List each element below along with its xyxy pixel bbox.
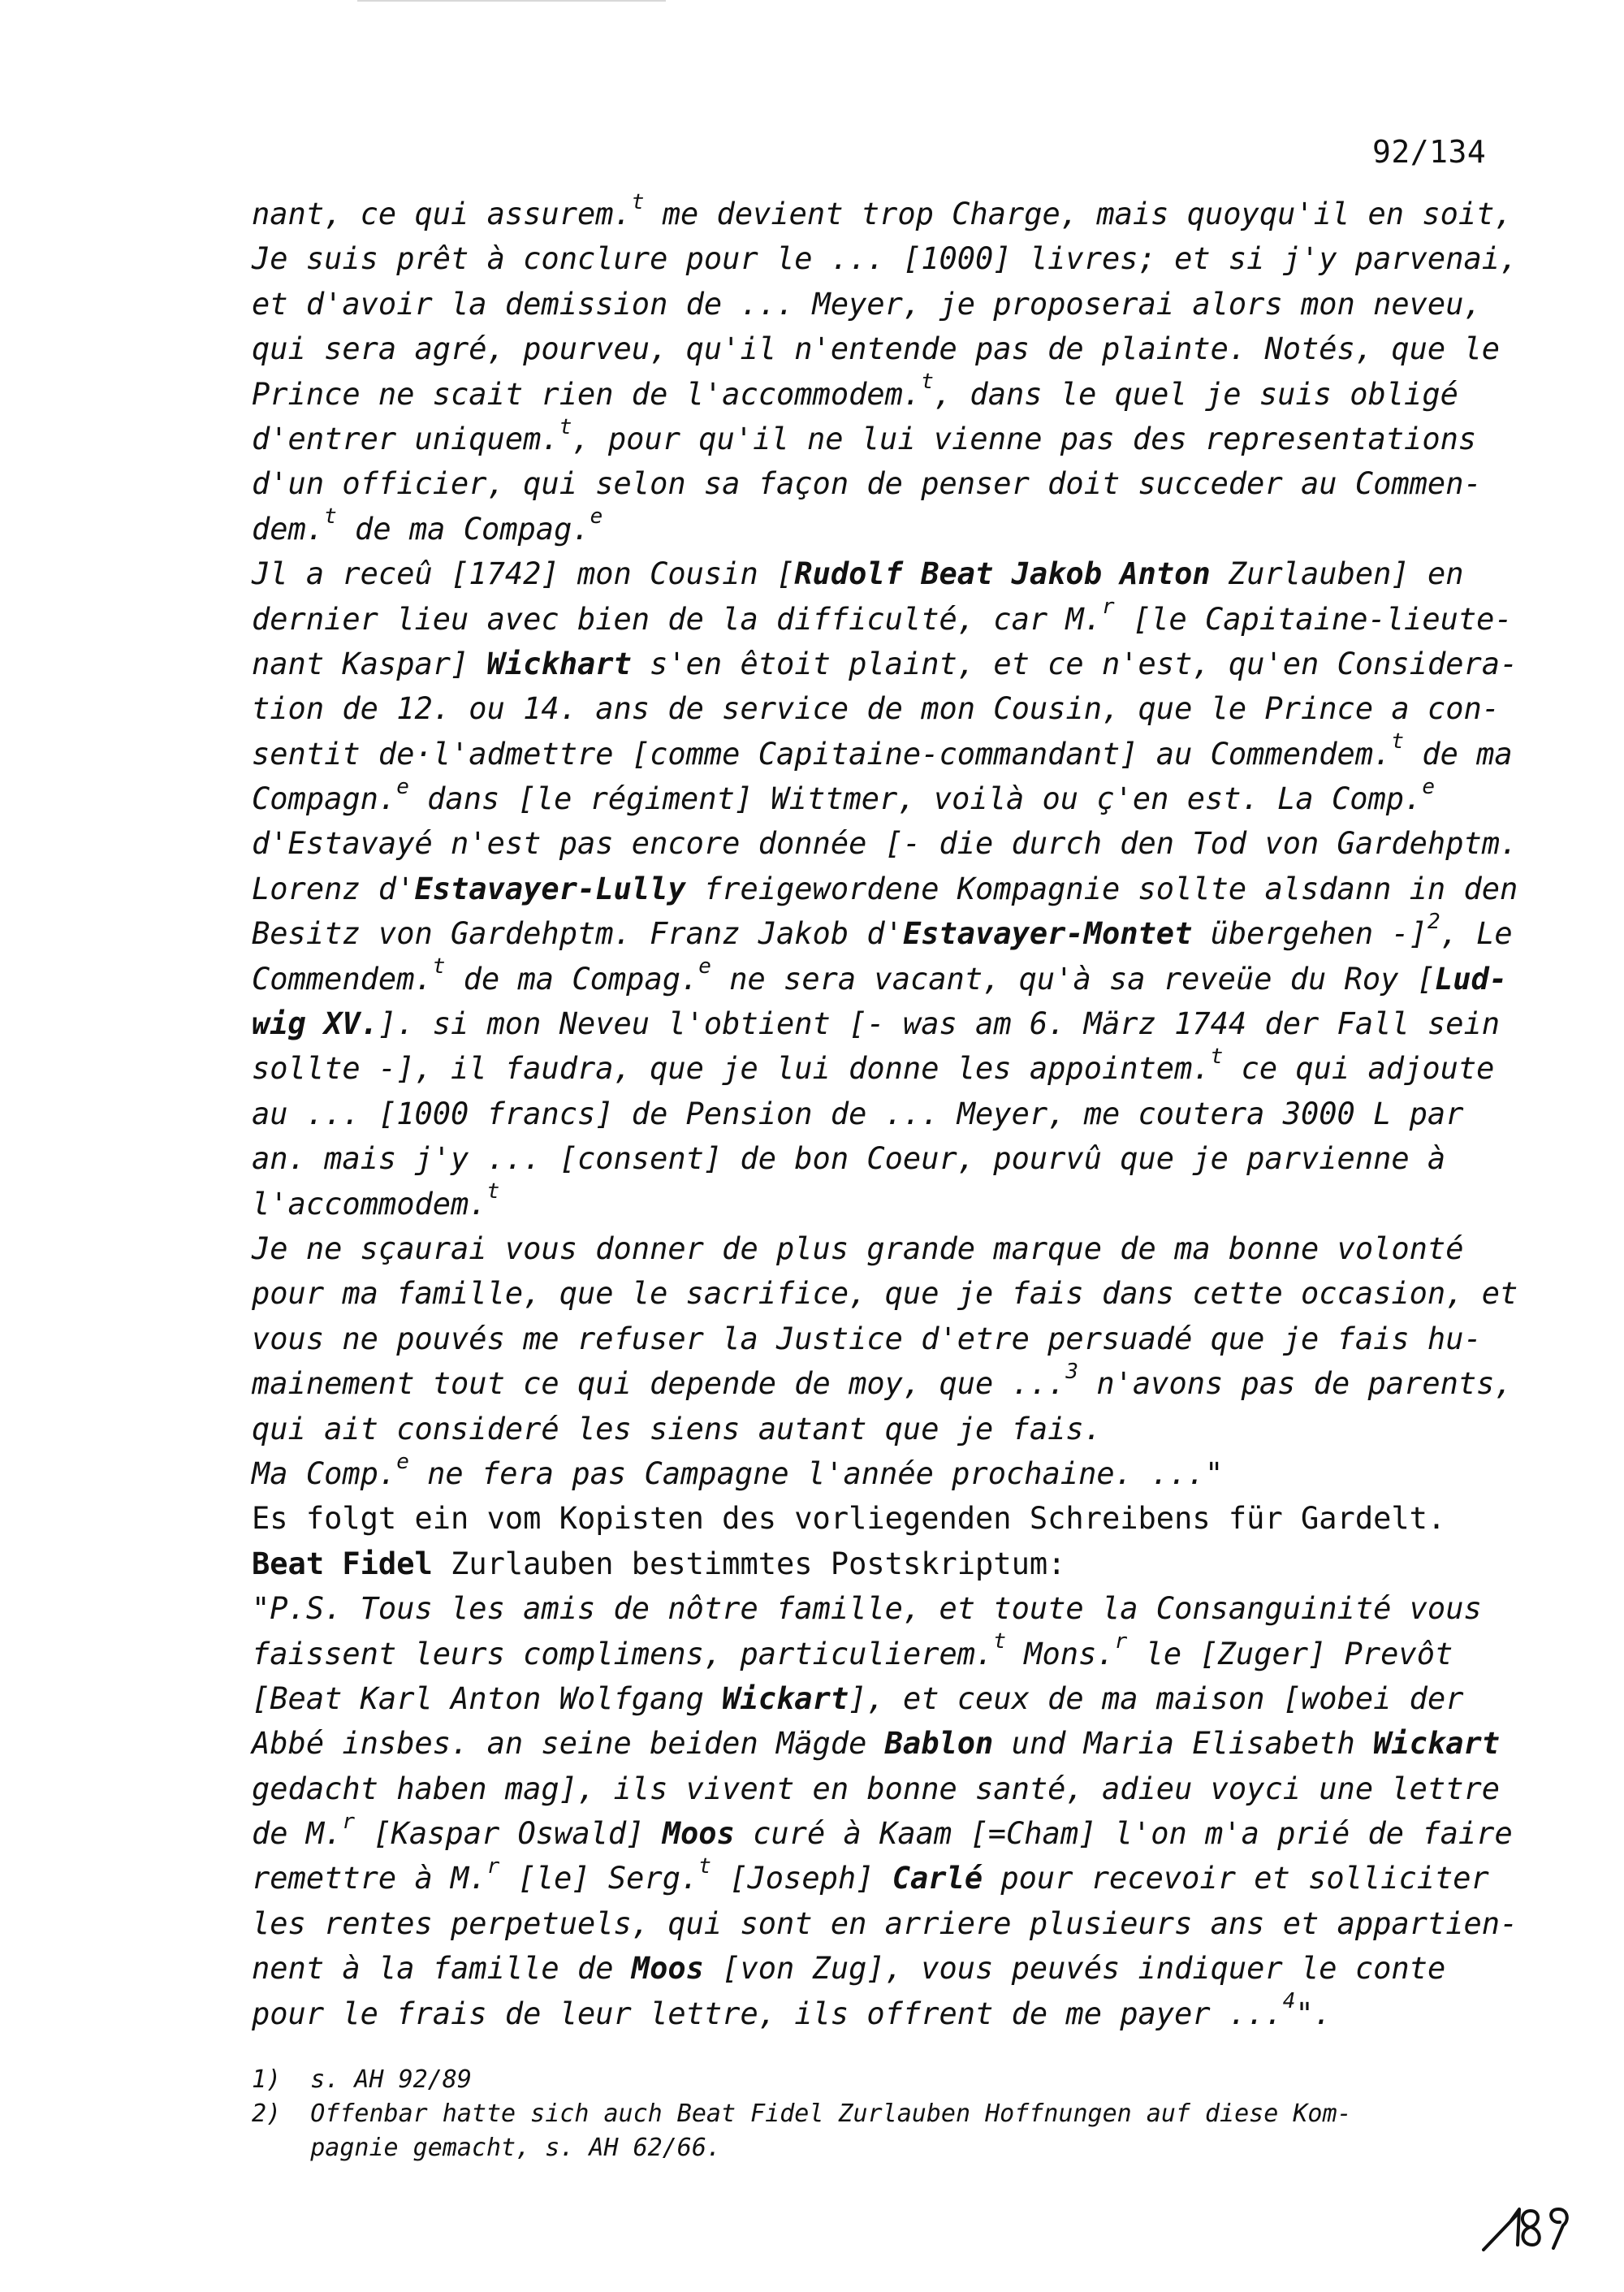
text-line <box>252 327 1518 371</box>
superscript: t <box>993 1629 1006 1654</box>
folio-number-handwritten <box>1482 2203 1579 2251</box>
text-line <box>252 189 1518 236</box>
text-segment: [le Capitaine-lieute- <box>1114 601 1513 637</box>
superscript: r <box>342 1809 356 1834</box>
text-segment: Je ne sçaurai vous donner de plus grande marque de ma bonne volonté <box>252 1230 1464 1266</box>
text-segment: Je suis prêt à conclure pour le ... [1000] livres; et si j'y parvenai, <box>252 241 1518 277</box>
text-segment: au ... [1000 francs] de Pension de ... Meyer, me coutera 3000 L par <box>252 1096 1464 1131</box>
superscript: r <box>486 1854 500 1879</box>
text-line <box>252 504 1518 551</box>
superscript: 2 <box>1427 909 1440 934</box>
text-segment: Commendem. <box>252 961 433 997</box>
superscript: t <box>921 370 934 395</box>
text-segment: gedacht haben mag], ils vivent en bonne santé, adieu voyci une lettre <box>252 1771 1501 1806</box>
text-segment: d'entrer uniquem. <box>252 421 559 456</box>
superscript: e <box>590 504 603 530</box>
footnotes <box>252 2063 1518 2165</box>
text-segment: nent à la famille de <box>252 1951 632 1987</box>
text-segment: pour recevoir et solliciter <box>983 1861 1489 1896</box>
text-segment: [von Zug], vous peuvés indiquer le conte <box>703 1951 1446 1987</box>
text-line <box>252 1317 1518 1361</box>
bold-name: Lud- <box>1435 961 1508 997</box>
text-segment: sentit de·l'admettre [comme Capitaine-commandant] au Commendem. <box>252 736 1392 772</box>
text-line <box>252 1856 1518 1901</box>
text-segment: pour le frais de leur lettre, ils offrent de me payer ... <box>252 1996 1283 2031</box>
text-segment: Besitz von Gardehptm. Franz Jakob d' <box>252 916 903 952</box>
footnote: pagnie gemacht, s. AH 62/66. <box>252 2134 721 2162</box>
text-segment: Ma Comp. <box>252 1455 397 1491</box>
text-line <box>252 1901 1518 1946</box>
footnote: 1) s. AH 92/89 <box>252 2065 472 2094</box>
text-segment: de M. <box>252 1816 343 1852</box>
text-line <box>252 954 1518 1001</box>
text-line <box>252 729 1518 776</box>
text-segment: pour ma famille, que le sacrifice, que je fais dans cette occasion, et <box>252 1276 1518 1312</box>
superscript: t <box>324 504 337 530</box>
text-line <box>252 821 1518 866</box>
text-line <box>252 1629 1518 1676</box>
text-segment: [Kaspar Oswald] <box>355 1816 663 1852</box>
text-segment: ], et ceux de ma maison [wobei der <box>849 1680 1464 1716</box>
text-segment: d'Estavayé n'est pas encore donnée [- die durch den Tod von Gardehptm. <box>252 826 1518 862</box>
text-line <box>252 597 1518 642</box>
superscript: 3 <box>1065 1359 1079 1384</box>
bold-name: wig XV. <box>252 1006 378 1042</box>
superscript: t <box>1210 1044 1224 1070</box>
text-segment: an. mais j'y ... [consent] de bon Coeur, pourvû que je parvienne à <box>252 1141 1446 1177</box>
scan-edge-line <box>357 0 666 2</box>
text-line <box>252 1407 1518 1451</box>
text-line <box>252 1092 1518 1136</box>
text-line <box>252 686 1518 731</box>
text-segment: Mons. <box>1005 1636 1115 1671</box>
text-segment: s'en êtoit plaint, et ce n'est, qu'en Considera- <box>631 646 1518 681</box>
text-line <box>252 551 1518 596</box>
text-segment: Abbé insbes. an seine beiden Mägde <box>252 1726 885 1762</box>
superscript: e <box>1422 774 1435 799</box>
text-line <box>252 1271 1518 1316</box>
superscript: t <box>432 954 446 980</box>
text-line <box>252 1451 1518 1496</box>
text-segment: tion de 12. ou 14. ans de service de mon Cousin, que le Prince a con- <box>252 691 1501 727</box>
text-segment: ne sera vacant, qu'à sa reveüe du Roy [ <box>710 961 1435 997</box>
bold-name: Beat Fidel <box>252 1546 433 1581</box>
text-line <box>252 1136 1518 1181</box>
text-segment: sollte -], il faudra, que je lui donne les appointem. <box>252 1051 1211 1087</box>
bold-name: Moos <box>662 1816 735 1852</box>
text-line <box>252 1226 1518 1271</box>
text-line <box>252 1946 1518 1991</box>
superscript: t <box>698 1854 711 1879</box>
text-line <box>252 867 1518 911</box>
text-segment: [le] Serg. <box>499 1861 699 1896</box>
text-segment: [Beat Karl Anton Wolfgang <box>252 1680 723 1716</box>
text-segment: Jl a receû [1742] mon Cousin [ <box>252 556 795 592</box>
text-segment: les rentes perpetuels, qui sont en arriere plusieurs ans et appartien- <box>252 1905 1518 1941</box>
text-segment: de ma Compag. <box>445 961 699 997</box>
footnote: 2) Offenbar hatte sich auch Beat Fidel Zurlauben Hoffnungen auf diese Kom- <box>252 2100 1352 2128</box>
text-segment: mainement tout ce qui depende de moy, que ... <box>252 1366 1066 1402</box>
text-line <box>252 1001 1518 1046</box>
text-segment: Lorenz d' <box>252 871 415 906</box>
text-segment: d'un officier, qui selon sa façon de penser doit succeder au Commen- <box>252 466 1482 502</box>
text-segment: qui sera agré, pourveu, qu'il n'entende pas de plainte. Notés, que le <box>252 331 1501 367</box>
text-segment: l'accommodem. <box>252 1186 487 1222</box>
text-line <box>252 461 1518 506</box>
superscript: r <box>1101 595 1115 620</box>
text-segment: de ma <box>1404 736 1513 772</box>
text-line <box>252 414 1518 461</box>
text-segment: n'avons pas de parents, <box>1078 1366 1513 1402</box>
bold-name: Estavayer-Montet <box>902 916 1193 952</box>
text-line <box>252 1721 1518 1766</box>
superscript: r <box>1114 1629 1128 1654</box>
text-segment: ". <box>1295 1996 1332 2031</box>
transcription-body <box>252 189 1518 2036</box>
bold-name: Carlé <box>892 1861 983 1896</box>
text-line <box>252 1179 1518 1226</box>
text-segment: vous ne pouvés me refuser la Justice d'etre persuadé que je fais hu- <box>252 1321 1482 1356</box>
superscript: t <box>631 189 645 214</box>
text-line <box>252 1046 1518 1091</box>
text-segment: faissent leurs complimens, particulierem. <box>252 1636 994 1671</box>
bold-name: Bablon <box>884 1726 994 1762</box>
text-segment: qui ait consideré les siens autant que je fais. <box>252 1411 1102 1447</box>
superscript: e <box>396 1449 409 1474</box>
text-segment: remettre à M. <box>252 1861 487 1896</box>
text-line <box>252 1361 1518 1406</box>
text-segment: , Le <box>1440 916 1513 952</box>
text-segment: "P.S. Tous les amis de nôtre famille, et toute la Consanguinité vous <box>252 1591 1482 1627</box>
text-line <box>252 776 1518 821</box>
text-segment: ce qui adjoute <box>1223 1051 1495 1087</box>
text-line <box>252 372 1518 417</box>
text-line <box>252 1676 1518 1721</box>
bold-name: Wickart <box>722 1680 849 1716</box>
bold-name: Estavayer-Lully <box>414 871 686 906</box>
text-segment: ne fera pas Campagne l'année prochaine. ..." <box>408 1455 1224 1491</box>
text-line <box>252 911 1518 956</box>
text-line <box>252 1991 1518 2036</box>
page-number: 92/134 <box>1372 134 1487 170</box>
text-segment: dans [le régiment] Wittmer, voilà ou ç'en est. La Comp. <box>408 781 1423 817</box>
text-segment: nant Kaspar] <box>252 646 487 681</box>
superscript: t <box>486 1179 500 1204</box>
text-segment: Prince ne scait rien de l'accommodem. <box>252 376 922 412</box>
text-segment: le [Zuger] Prevôt <box>1127 1636 1453 1671</box>
text-line <box>252 282 1518 327</box>
text-line <box>252 1586 1518 1631</box>
text-segment: , pour qu'il ne lui vienne pas des representations <box>572 421 1477 456</box>
text-segment: übergehen -] <box>1192 916 1427 952</box>
text-segment: dernier lieu avec bien de la difficulté, car M. <box>252 601 1102 637</box>
text-line <box>252 1811 1518 1856</box>
text-line <box>252 236 1518 281</box>
text-segment: freigewordene Kompagnie sollte alsdann in den <box>685 871 1518 906</box>
text-segment: nant, ce qui assurem. <box>252 197 632 231</box>
text-segment: Compagn. <box>252 781 397 817</box>
text-segment: et d'avoir la demission de ... Meyer, je proposerai alors mon neveu, <box>252 286 1482 322</box>
text-segment: me devient trop Charge, mais quoyqu'il en soit, <box>644 197 1513 231</box>
text-line <box>252 642 1518 686</box>
text-segment: , dans le quel je suis obligé <box>933 376 1458 412</box>
text-line <box>252 1767 1518 1811</box>
text-segment: und Maria Elisabeth <box>993 1726 1374 1762</box>
text-line <box>252 1496 1518 1541</box>
superscript: 4 <box>1282 1989 1296 2014</box>
text-segment: ]. si mon Neveu l'obtient [- was am 6. März 1744 der Fall sein <box>378 1006 1501 1042</box>
bold-name: Rudolf Beat Jakob Anton <box>794 556 1211 592</box>
bold-name: Wickart <box>1373 1726 1501 1762</box>
text-segment: Es folgt ein vom Kopisten des vorliegenden Schreibens für Gardelt. <box>252 1501 1446 1537</box>
superscript: e <box>698 954 711 980</box>
text-segment: de ma Compag. <box>336 511 590 547</box>
text-segment: dem. <box>252 511 325 547</box>
text-segment: curé à Kaam [=Cham] l'on m'a prié de faire <box>734 1816 1513 1852</box>
superscript: e <box>396 774 409 799</box>
bold-name: Wickhart <box>486 646 632 681</box>
text-segment: [Joseph] <box>710 1861 892 1896</box>
bold-name: Moos <box>631 1951 704 1987</box>
text-segment: Zurlauben] en <box>1210 556 1464 592</box>
superscript: t <box>559 414 572 439</box>
superscript: t <box>1391 729 1405 755</box>
text-segment: Zurlauben bestimmtes Postskriptum: <box>432 1546 1066 1581</box>
text-line <box>252 1542 1518 1586</box>
